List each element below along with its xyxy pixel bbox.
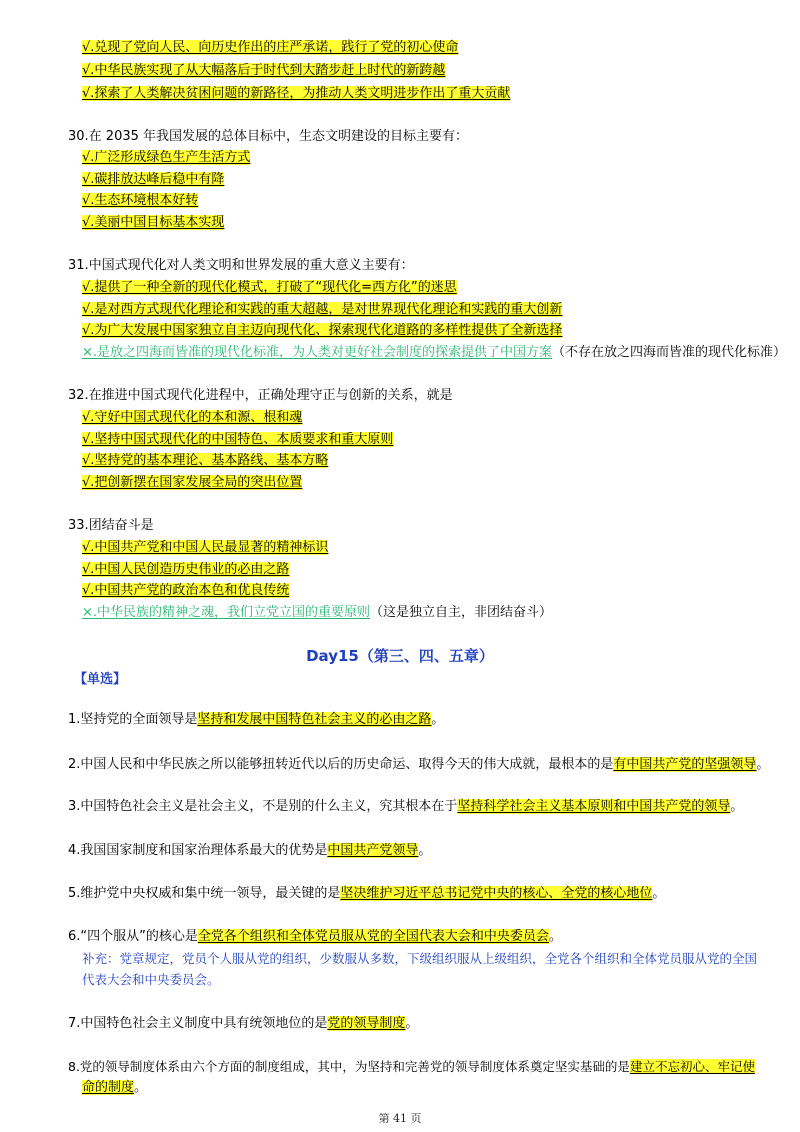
- option: √.碳排放达峰后稳中有降: [82, 172, 225, 187]
- single-item: 5.维护党中央权威和集中统一领导，最关键的是坚决维护习近平总书记党中央的核心、全党的核心地位。: [68, 886, 666, 901]
- single-item: 2.中国人民和中华民族之所以能够扭转近代以后的历史命运、取得今天的伟大成就，最根本的是有中国共产党的坚强领导。: [68, 757, 770, 772]
- option: √.广泛形成绿色生产生活方式: [82, 150, 251, 165]
- question-31: 31.中国式现代化对人类文明和世界发展的重大意义主要有：: [68, 258, 414, 273]
- day-title: Day15（第三、四、五章）: [306, 647, 494, 665]
- top-item: √.探索了人类解决贫困问题的新路径，为推动人类文明进步作出了重大贡献: [82, 86, 511, 101]
- option: √.提供了一种全新的现代化模式，打破了“现代化=西方化”的迷思: [82, 280, 457, 295]
- option: √.中国共产党的政治本色和优良传统: [82, 583, 290, 598]
- single-item: 4.我国国家制度和国家治理体系最大的优势是中国共产党领导。: [68, 843, 432, 858]
- option: √.中国人民创造历史伟业的必由之路: [82, 562, 290, 577]
- option: √.中国共产党和中国人民最显著的精神标识: [82, 540, 329, 555]
- option: √.坚持党的基本理论、基本路线、基本方略: [82, 453, 329, 468]
- option: √.为广大发展中国家独立自主迈向现代化、探索现代化道路的多样性提供了全新选择: [82, 323, 563, 338]
- option: √.生态环境根本好转: [82, 193, 199, 208]
- wrong-option: ×.是放之四海而皆准的现代化标准，为人类对更好社会制度的探索提供了中国方案（不存在放之四海而皆准的现代化标准）: [82, 345, 787, 360]
- single-item: 3.中国特色社会主义是社会主义，不是别的什么主义，究其根本在于坚持科学社会主义基本原则和中国共产党的领导。: [68, 799, 744, 814]
- wrong-option: ×.中华民族的精神之魂，我们立党立国的重要原则（这是独立自主，非团结奋斗）: [82, 605, 553, 620]
- single-item-continuation: 命的制度。: [82, 1080, 148, 1095]
- section-tag: 【单选】: [74, 672, 127, 687]
- single-item: 1.坚持党的全面领导是坚持和发展中国特色社会主义的必由之路。: [68, 712, 445, 727]
- question-33: 33.团结奋斗是: [68, 518, 154, 533]
- supplement-note: 补充：党章规定，党员个人服从党的组织，少数服从多数，下级组织服从上级组织，全党各个组织和全体党员服从党的全国: [82, 951, 758, 966]
- page-footer: 第 41 页: [378, 1112, 422, 1125]
- option: √.美丽中国目标基本实现: [82, 215, 225, 230]
- option: √.是对西方式现代化理论和实践的重大超越，是对世界现代化理论和实践的重大创新: [82, 302, 563, 317]
- option: √.坚持中国式现代化的中国特色、本质要求和重大原则: [82, 432, 394, 447]
- supplement-note: 代表大会和中央委员会。: [82, 972, 220, 987]
- top-item: √.中华民族实现了从大幅落后于时代到大踏步赶上时代的新跨越: [82, 63, 446, 78]
- option: √.守好中国式现代化的本和源、根和魂: [82, 410, 303, 425]
- question-30: 30.在 2035 年我国发展的总体目标中，生态文明建设的目标主要有：: [68, 129, 469, 144]
- option: √.把创新摆在国家发展全局的突出位置: [82, 475, 303, 490]
- single-item: 7.中国特色社会主义制度中具有统领地位的是党的领导制度。: [68, 1016, 419, 1031]
- single-item: 8.党的领导制度体系由六个方面的制度组成，其中，为坚持和完善党的领导制度体系奠定坚实基础的是建立不忘初心、牢记使: [68, 1059, 755, 1074]
- top-item: √.兑现了党向人民、向历史作出的庄严承诺，践行了党的初心使命: [82, 40, 459, 55]
- single-item: 6.“四个服从”的核心是全党各个组织和全体党员服从党的全国代表大会和中央委员会。: [68, 929, 562, 944]
- question-32: 32.在推进中国式现代化进程中，正确处理守正与创新的关系，就是: [68, 388, 453, 403]
